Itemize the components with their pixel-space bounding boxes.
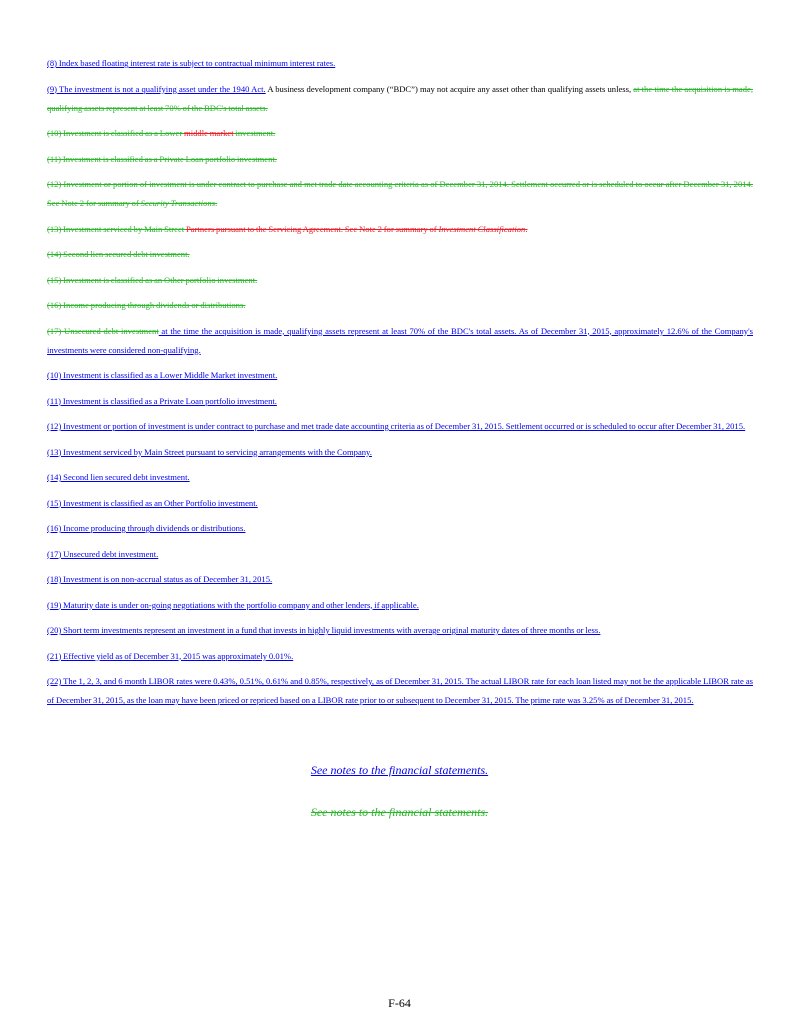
deleted-text: (13) Investment serviced by Main Street — [47, 223, 187, 234]
deleted-text-emphasis: . — [525, 223, 528, 234]
footnote-11-deleted — [47, 150, 753, 169]
deleted-text: (11) Investment is classified as a Private Loan portfolio investment. — [47, 153, 277, 164]
deleted-text: (16) Income producing through dividends or distributions. — [47, 300, 246, 310]
footnote-20 — [47, 621, 753, 640]
deleted-text-emphasis: Partners pursuant to the Servicing Agreement. See Note 2 for summary of — [186, 223, 439, 234]
footnote-14 — [47, 468, 753, 487]
inserted-text: (21) Effective yield as of December 31, 2015 was approximately 0.01%. — [47, 650, 294, 661]
footnote-17-revised — [47, 322, 753, 360]
footnote-12 — [47, 417, 753, 436]
footnote-17 — [47, 545, 753, 564]
inserted-text: (12) Investment or portion of investment is under contract to purchase and met trade date accounting criteria as of December 31, 2015. Settlement occurred or is scheduled to occur after December 31, 2015. — [47, 421, 746, 431]
deleted-text: (10) Investment is classified as a Lower — [47, 128, 185, 138]
deleted-text-emphasis-italic: Investment Classification — [438, 223, 526, 234]
deleted-text: (12) Investment or portion of investment is under contract to purchase and met trade date accounting criteria as of December 31, 2014. Settlement occurred or is scheduled to occur after December 31, 2014. See Note 2 for summary of — [47, 179, 753, 208]
footnote-16-deleted — [47, 296, 753, 315]
footnote-13-deleted — [47, 220, 753, 239]
inserted-text: (15) Investment is classified as an Other Portfolio investment. — [47, 497, 258, 508]
footnote-13 — [47, 443, 753, 462]
inserted-text: (16) Income producing through dividends or distributions. — [47, 523, 246, 533]
deleted-text: (17) Unsecured debt investment — [47, 325, 159, 336]
deleted-text: . — [215, 198, 218, 208]
deleted-text: (15) Investment is classified as an Other portfolio investment. — [47, 274, 258, 285]
inserted-text: (18) Investment is on non-accrual status as of December 31, 2015. — [47, 574, 273, 584]
page-number: F-64 — [388, 996, 411, 1010]
footnote-9 — [47, 80, 753, 118]
inserted-text: (8) Index based floating interest rate is subject to contractual minimum interest rates. — [47, 58, 336, 68]
inserted-text: (10) Investment is classified as a Lower Middle Market investment. — [47, 370, 278, 380]
footnote-21 — [47, 647, 753, 666]
inserted-text: (17) Unsecured debt investment. — [47, 548, 159, 559]
see-notes-inserted: See notes to the financial statements. — [310, 763, 489, 777]
deleted-text-emphasis: middle market — [184, 128, 234, 138]
footnotes-section — [47, 54, 753, 717]
inserted-text: (19) Maturity date is under on-going negotiations with the portfolio company and other lenders, if applicable. — [47, 599, 419, 610]
unchanged-text: A business development company (“BDC”) may not acquire any asset other than qualifying assets unless, — [265, 83, 634, 94]
inserted-text: (22) The 1, 2, 3, and 6 month LIBOR rates were 0.43%, 0.51%, 0.61% and 0.85%, respectively, as of December 31, 2015. The actual LIBOR rate for each loan listed may not be the applicable LIBOR rate as of December 31, 2015, as the loan may have been priced or repriced based on a LIBOR rate prior to or subsequent to December 31, 2015. The prime rate was 3.25% as of December 31, 2015. — [47, 676, 753, 705]
inserted-text: (13) Investment serviced by Main Street pursuant to servicing arrangements with the Company. — [47, 446, 372, 457]
inserted-text: (14) Second lien secured debt investment. — [47, 472, 190, 482]
inserted-text: (20) Short term investments represent an investment in a fund that invests in highly liquid investments with average original maturity dates of three months or less. — [47, 625, 601, 635]
see-notes-deleted: See notes to the financial statements. — [310, 805, 489, 819]
footnote-15-deleted — [47, 271, 753, 290]
inserted-text: at the time the acquisition is made, qualifying assets represent at least 70% of the BDC's total assets. As of December 31, 2015, approximately 12.6% of the Company's investments were considered non-qualifying. — [47, 325, 753, 355]
deleted-text: (14) Second lien secured debt investment. — [47, 249, 190, 259]
deleted-text-italic: Security Transactions — [140, 198, 216, 208]
deleted-text: at the time the acquisition is made, qualifying assets represent at least 70% of the BDC's total assets. — [47, 83, 753, 113]
inserted-text: (11) Investment is classified as a Private Loan portfolio investment. — [47, 395, 277, 406]
footnote-16 — [47, 519, 753, 538]
footnote-11 — [47, 392, 753, 411]
footnote-19 — [47, 596, 753, 615]
deleted-text: investment. — [233, 128, 276, 138]
footnote-10-deleted — [47, 124, 753, 143]
footnote-14-deleted — [47, 245, 753, 264]
footnote-15 — [47, 494, 753, 513]
inserted-text: (9) The investment is not a qualifying asset under the 1940 Act. — [47, 83, 266, 94]
footnote-8 — [47, 54, 753, 73]
footnote-12-deleted — [47, 175, 753, 213]
footnote-22 — [47, 672, 753, 710]
footnote-10 — [47, 366, 753, 385]
footnote-18 — [47, 570, 753, 589]
